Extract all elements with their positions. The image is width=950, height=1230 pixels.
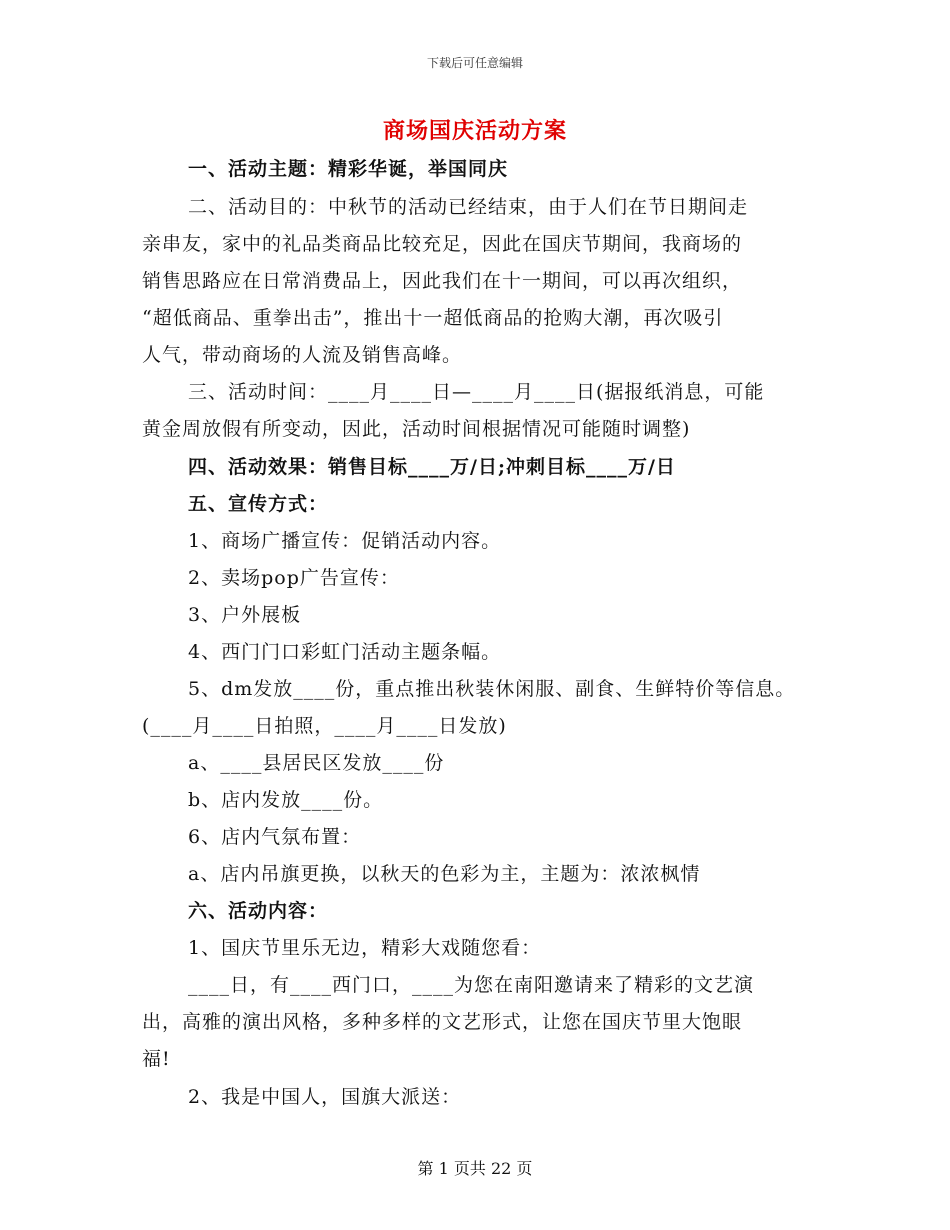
list-item: 1、商场广播宣传：促销活动内容。: [188, 530, 502, 552]
list-item: 2、卖场pop广告宣传：: [188, 567, 400, 589]
list-item: a、____县居民区发放____份: [188, 752, 445, 774]
paragraph-line: 黄金周放假有所变动，因此，活动时间根据情况可能随时调整): [142, 418, 691, 440]
paragraph-line: ____日，有____西门口，____为您在南阳邀请来了精彩的文艺演: [188, 974, 755, 996]
heading-theme: 一、活动主题：精彩华诞，举国同庆: [188, 158, 509, 180]
paragraph-line: (____月____日拍照，____月____日发放): [142, 715, 507, 737]
heading-content: 六、活动内容：: [188, 900, 329, 922]
document-title: 商场国庆活动方案: [382, 118, 567, 144]
list-item: 5、dm发放____份，重点推出秋装休闲服、副食、生鲜特价等信息。: [188, 678, 796, 700]
list-item: a、店内吊旗更换，以秋天的色彩为主，主题为：浓浓枫情: [188, 863, 701, 885]
list-item: 4、西门门口彩虹门活动主题条幅。: [188, 641, 502, 663]
paragraph-line: 销售思路应在日常消费品上，因此我们在十一期间，可以再次组织，: [142, 270, 743, 292]
list-item: 2、我是中国人，国旗大派送：: [188, 1086, 462, 1108]
list-item: 1、国庆节里乐无边，精彩大戏随您看：: [188, 937, 542, 959]
paragraph-line: 出，高雅的演出风格，多种多样的文艺形式，让您在国庆节里大饱眼: [142, 1011, 743, 1033]
heading-promotion: 五、宣传方式：: [188, 493, 329, 515]
paragraph-line: “超低商品、重拳出击”，推出十一超低商品的抢购大潮，再次吸引: [142, 307, 724, 329]
paragraph-line: 福!: [142, 1048, 171, 1070]
page-number: 第 1 页共 22 页: [417, 1159, 533, 1178]
header-note: 下载后可任意编辑: [426, 56, 523, 70]
list-item: b、店内发放____份。: [188, 789, 384, 811]
paragraph-line: 三、活动时间：____月____日—____月____日(据报纸消息，可能: [188, 381, 765, 403]
list-item: 3、户外展板: [188, 604, 302, 626]
paragraph-line: 人气，带动商场的人流及销售高峰。: [142, 344, 463, 366]
paragraph-line: 亲串友，家中的礼品类商品比较充足，因此在国庆节期间，我商场的: [142, 233, 743, 255]
list-item: 6、店内气氛布置：: [188, 826, 362, 848]
heading-effect: 四、活动效果：销售目标____万/日;冲刺目标____万/日: [188, 456, 676, 478]
paragraph-line: 二、活动目的：中秋节的活动已经结束，由于人们在节日期间走: [188, 196, 749, 218]
